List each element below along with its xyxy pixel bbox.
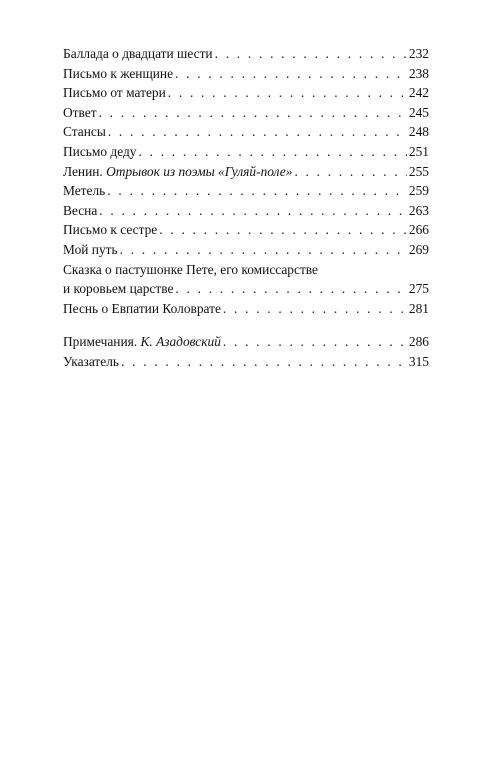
toc-entry-page: 275	[408, 281, 429, 297]
toc-entry[interactable]	[63, 352, 429, 372]
toc-entry-title-line2: и коровьем царстве	[63, 281, 174, 297]
toc-entry-title: Письмо к женщине	[63, 65, 174, 81]
toc-entry-page: 248	[408, 124, 429, 140]
toc-entry-title	[63, 162, 292, 182]
dot-leader	[223, 299, 407, 319]
dot-leader	[121, 352, 407, 372]
dot-leader	[294, 162, 406, 182]
toc-entry[interactable]	[63, 142, 429, 162]
toc-entry[interactable]	[63, 64, 429, 84]
toc-entry[interactable]	[63, 122, 429, 142]
toc-entry-page: 245	[408, 104, 429, 120]
toc-entry-subtitle: Отрывок из поэмы «Гуляй-поле»	[106, 163, 293, 179]
toc-entry-title: Весна	[63, 202, 98, 218]
toc-entry-title: Баллада о двадцати шести	[63, 46, 213, 61]
dot-leader	[175, 279, 406, 299]
toc-entry-page: 242	[408, 85, 429, 101]
dot-leader	[99, 201, 407, 221]
dot-leader	[159, 220, 407, 240]
toc-entry[interactable]	[63, 220, 429, 240]
toc-entry[interactable]	[63, 83, 429, 103]
toc-entry-line2	[63, 279, 429, 299]
toc-entry[interactable]	[63, 162, 429, 182]
toc-entry-title-main: Ленин.	[63, 163, 103, 179]
dot-leader	[223, 332, 407, 352]
toc-entry-author: К. Азадовский	[140, 334, 221, 350]
dot-leader	[175, 64, 407, 84]
dot-leader	[168, 83, 407, 103]
toc-entry[interactable]	[63, 332, 429, 352]
toc-entry-title: Мой путь	[63, 241, 118, 257]
table-of-contents	[63, 44, 429, 372]
toc-entry-title: Указатель	[63, 353, 120, 369]
toc-entry-page: 259	[408, 183, 429, 199]
toc-entry-title: Метель	[63, 183, 106, 199]
toc-entry-title: Письмо от матери	[63, 85, 166, 101]
toc-entry[interactable]	[63, 260, 429, 299]
dot-leader	[120, 240, 407, 260]
toc-entry-title	[63, 332, 221, 352]
toc-entry-title: Письмо деду	[63, 143, 137, 159]
toc-entry-page: 255	[408, 163, 429, 179]
toc-entry-title: Стансы	[63, 124, 106, 140]
toc-entry-page: 286	[408, 334, 429, 350]
toc-entry[interactable]	[63, 201, 429, 221]
toc-entry-page: 269	[408, 241, 429, 257]
toc-entry[interactable]	[63, 299, 429, 319]
dot-leader	[107, 181, 407, 201]
toc-entry-title: Письмо к сестре	[63, 222, 158, 238]
toc-entry[interactable]	[63, 103, 429, 123]
toc-entry-title-main: Примечания.	[63, 334, 138, 350]
toc-entry-page: 232	[408, 46, 429, 61]
section-gap	[63, 318, 429, 332]
toc-entry[interactable]	[63, 181, 429, 201]
dot-leader	[139, 142, 407, 162]
dot-leader	[99, 103, 407, 123]
toc-entry[interactable]	[63, 240, 429, 260]
toc-entry-page: 266	[408, 222, 429, 238]
toc-entry-page: 263	[408, 202, 429, 218]
toc-entry-title: Ответ	[63, 104, 97, 120]
toc-entry[interactable]	[63, 44, 429, 64]
dot-leader	[108, 122, 407, 142]
toc-entry-page: 238	[408, 65, 429, 81]
toc-entry-page: 315	[408, 353, 429, 369]
toc-entry-page: 281	[408, 300, 429, 316]
toc-entry-title-line1: Сказка о пастушонке Пете, его комиссарстве	[63, 261, 318, 277]
toc-entry-page: 251	[408, 143, 429, 159]
toc-entry-title: Песнь о Евпатии Коловрате	[63, 300, 221, 316]
dot-leader	[215, 44, 407, 64]
